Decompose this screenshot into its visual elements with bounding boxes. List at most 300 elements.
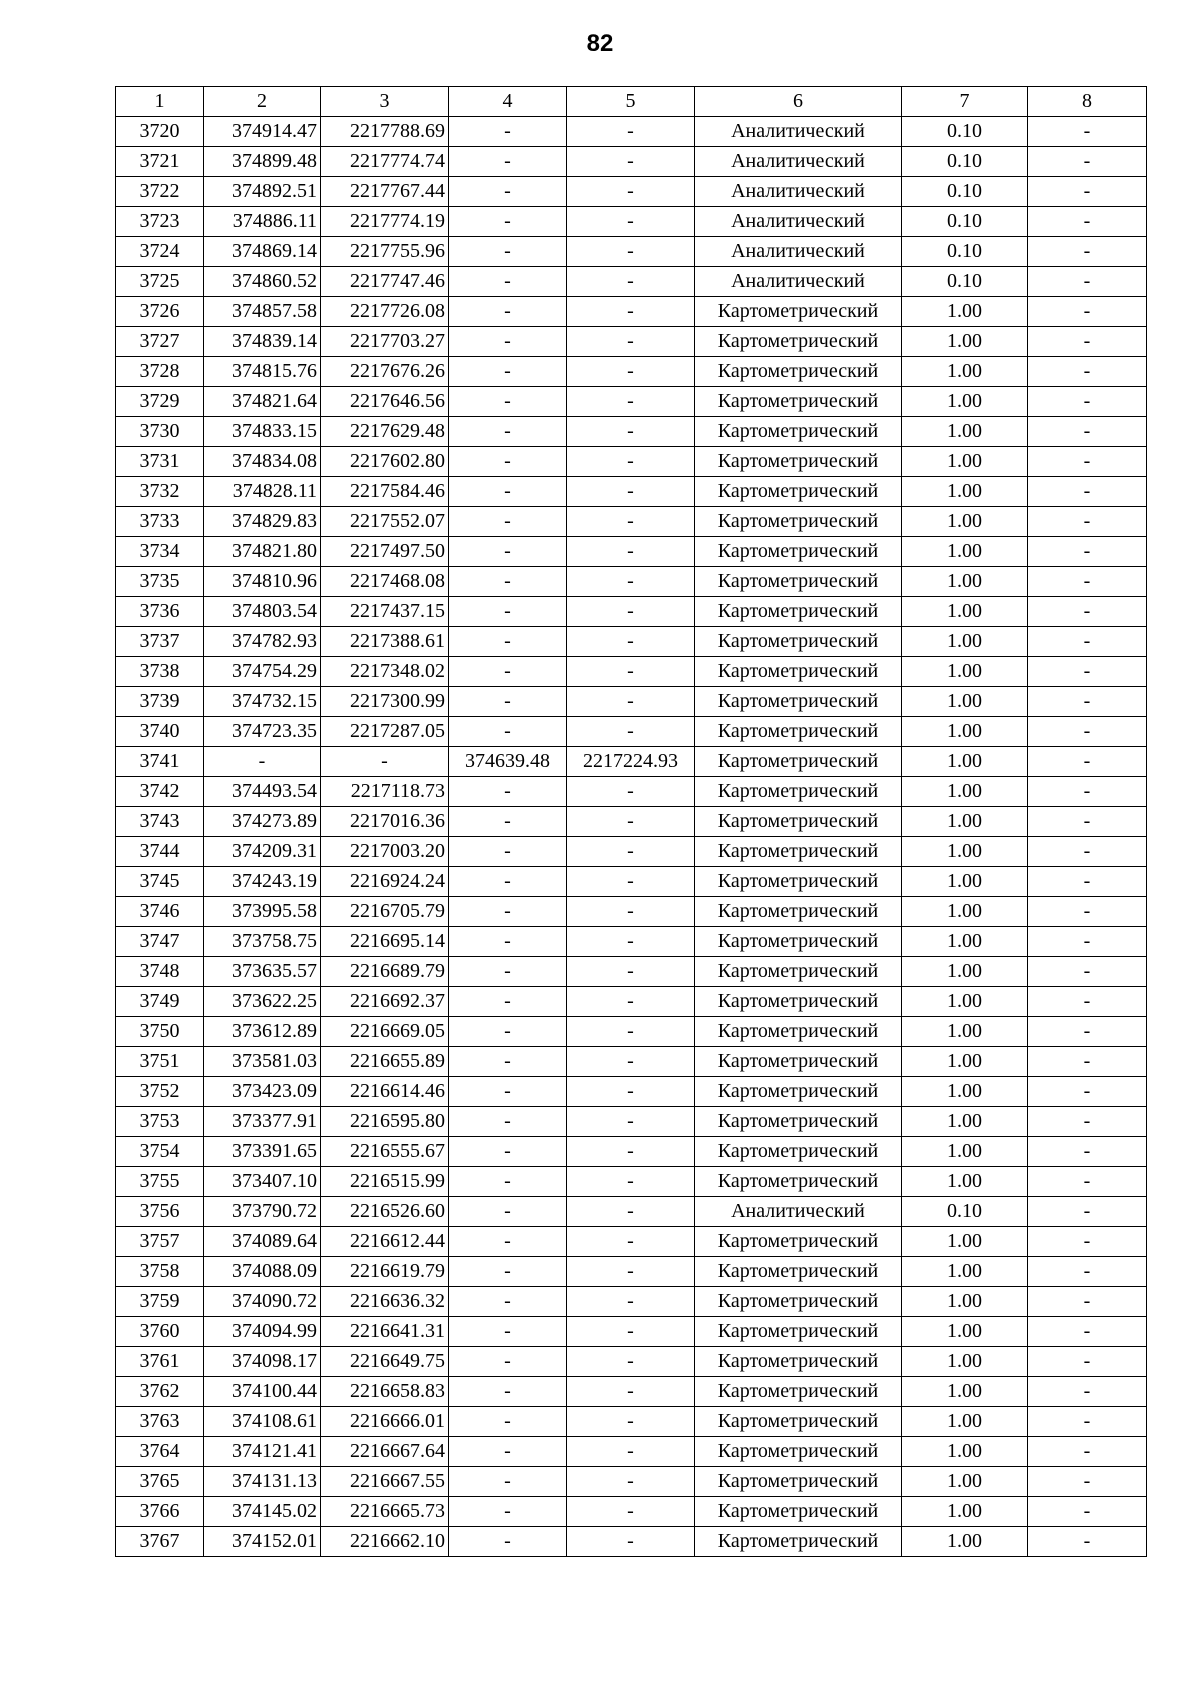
cell-x-coordinate: 373581.03 xyxy=(204,1047,321,1077)
cell-method: Картометрический xyxy=(695,1167,902,1197)
cell-method: Картометрический xyxy=(695,657,902,687)
cell-y-coordinate: 2217388.61 xyxy=(321,627,449,657)
cell-accuracy: 1.00 xyxy=(902,1137,1028,1167)
cell-method: Картометрический xyxy=(695,1497,902,1527)
table-row xyxy=(116,417,1147,447)
column-header: 1 xyxy=(116,87,204,117)
cell-method: Картометрический xyxy=(695,1467,902,1497)
cell-method: Картометрический xyxy=(695,957,902,987)
cell-y-coordinate: 2217602.80 xyxy=(321,447,449,477)
cell-point-number: 3732 xyxy=(116,477,204,507)
cell-point-number: 3731 xyxy=(116,447,204,477)
cell-point-number: 3745 xyxy=(116,867,204,897)
cell-y-coordinate: 2217348.02 xyxy=(321,657,449,687)
cell-point-number: 3758 xyxy=(116,1257,204,1287)
cell-accuracy: 1.00 xyxy=(902,1407,1028,1437)
column-header: 6 xyxy=(695,87,902,117)
cell-x-coordinate: 374869.14 xyxy=(204,237,321,267)
cell-method: Картометрический xyxy=(695,1077,902,1107)
cell-x-coordinate-alt: - xyxy=(449,207,567,237)
cell-note: - xyxy=(1028,987,1147,1017)
cell-x-coordinate: 374090.72 xyxy=(204,1287,321,1317)
cell-x-coordinate-alt: - xyxy=(449,297,567,327)
cell-point-number: 3751 xyxy=(116,1047,204,1077)
cell-accuracy: 1.00 xyxy=(902,1317,1028,1347)
cell-x-coordinate: 374803.54 xyxy=(204,597,321,627)
cell-y-coordinate-alt: - xyxy=(567,387,695,417)
cell-y-coordinate: 2216705.79 xyxy=(321,897,449,927)
cell-x-coordinate: 374088.09 xyxy=(204,1257,321,1287)
cell-y-coordinate-alt: - xyxy=(567,1257,695,1287)
table-header-row xyxy=(116,87,1147,117)
cell-method: Картометрический xyxy=(695,1137,902,1167)
cell-note: - xyxy=(1028,777,1147,807)
cell-method: Картометрический xyxy=(695,897,902,927)
cell-x-coordinate-alt: - xyxy=(449,1167,567,1197)
cell-y-coordinate-alt: - xyxy=(567,507,695,537)
cell-y-coordinate: 2216658.83 xyxy=(321,1377,449,1407)
cell-accuracy: 1.00 xyxy=(902,1017,1028,1047)
cell-note: - xyxy=(1028,1257,1147,1287)
cell-x-coordinate-alt: - xyxy=(449,237,567,267)
cell-x-coordinate-alt: - xyxy=(449,117,567,147)
cell-x-coordinate: 374243.19 xyxy=(204,867,321,897)
cell-note: - xyxy=(1028,387,1147,417)
cell-y-coordinate-alt: - xyxy=(567,1047,695,1077)
cell-y-coordinate: - xyxy=(321,747,449,777)
cell-y-coordinate: 2217774.74 xyxy=(321,147,449,177)
cell-y-coordinate-alt: - xyxy=(567,1347,695,1377)
cell-method: Картометрический xyxy=(695,807,902,837)
cell-x-coordinate-alt: - xyxy=(449,417,567,447)
table-row xyxy=(116,747,1147,777)
cell-x-coordinate: 374860.52 xyxy=(204,267,321,297)
cell-point-number: 3730 xyxy=(116,417,204,447)
cell-accuracy: 1.00 xyxy=(902,1287,1028,1317)
cell-accuracy: 1.00 xyxy=(902,777,1028,807)
cell-x-coordinate: 374821.64 xyxy=(204,387,321,417)
table-row xyxy=(116,1197,1147,1227)
cell-y-coordinate: 2217755.96 xyxy=(321,237,449,267)
cell-method: Картометрический xyxy=(695,1257,902,1287)
table-row xyxy=(116,1047,1147,1077)
cell-accuracy: 1.00 xyxy=(902,1047,1028,1077)
cell-x-coordinate: 374810.96 xyxy=(204,567,321,597)
cell-method: Картометрический xyxy=(695,627,902,657)
cell-x-coordinate-alt: - xyxy=(449,1377,567,1407)
cell-method: Картометрический xyxy=(695,1407,902,1437)
cell-y-coordinate: 2217703.27 xyxy=(321,327,449,357)
table-row xyxy=(116,957,1147,987)
cell-y-coordinate-alt: - xyxy=(567,447,695,477)
cell-note: - xyxy=(1028,1437,1147,1467)
cell-y-coordinate: 2216655.89 xyxy=(321,1047,449,1077)
cell-y-coordinate: 2217003.20 xyxy=(321,837,449,867)
cell-y-coordinate-alt: - xyxy=(567,237,695,267)
cell-method: Картометрический xyxy=(695,1017,902,1047)
cell-x-coordinate: 374782.93 xyxy=(204,627,321,657)
cell-accuracy: 1.00 xyxy=(902,1227,1028,1257)
cell-note: - xyxy=(1028,1317,1147,1347)
cell-x-coordinate-alt: - xyxy=(449,1527,567,1557)
cell-x-coordinate-alt: - xyxy=(449,1077,567,1107)
cell-accuracy: 1.00 xyxy=(902,1257,1028,1287)
cell-accuracy: 0.10 xyxy=(902,117,1028,147)
cell-note: - xyxy=(1028,837,1147,867)
column-header: 3 xyxy=(321,87,449,117)
cell-accuracy: 1.00 xyxy=(902,447,1028,477)
cell-note: - xyxy=(1028,1047,1147,1077)
cell-x-coordinate-alt: - xyxy=(449,837,567,867)
cell-accuracy: 1.00 xyxy=(902,297,1028,327)
cell-y-coordinate: 2217300.99 xyxy=(321,687,449,717)
cell-accuracy: 1.00 xyxy=(902,1107,1028,1137)
cell-note: - xyxy=(1028,1407,1147,1437)
cell-y-coordinate-alt: - xyxy=(567,1317,695,1347)
cell-x-coordinate: 373612.89 xyxy=(204,1017,321,1047)
table-row xyxy=(116,1527,1147,1557)
cell-y-coordinate-alt: - xyxy=(567,537,695,567)
cell-accuracy: 1.00 xyxy=(902,1077,1028,1107)
cell-method: Аналитический xyxy=(695,177,902,207)
coordinates-table xyxy=(115,86,1147,1557)
cell-y-coordinate-alt: - xyxy=(567,837,695,867)
cell-x-coordinate: 373622.25 xyxy=(204,987,321,1017)
cell-y-coordinate: 2216692.37 xyxy=(321,987,449,1017)
cell-x-coordinate-alt: - xyxy=(449,1317,567,1347)
cell-note: - xyxy=(1028,597,1147,627)
cell-point-number: 3746 xyxy=(116,897,204,927)
cell-accuracy: 1.00 xyxy=(902,1437,1028,1467)
cell-point-number: 3724 xyxy=(116,237,204,267)
column-header: 4 xyxy=(449,87,567,117)
table-row xyxy=(116,1377,1147,1407)
table-row xyxy=(116,297,1147,327)
cell-x-coordinate-alt: - xyxy=(449,1467,567,1497)
cell-accuracy: 1.00 xyxy=(902,897,1028,927)
cell-x-coordinate: 374108.61 xyxy=(204,1407,321,1437)
cell-point-number: 3756 xyxy=(116,1197,204,1227)
cell-note: - xyxy=(1028,117,1147,147)
column-header: 5 xyxy=(567,87,695,117)
cell-note: - xyxy=(1028,1227,1147,1257)
cell-x-coordinate: 373423.09 xyxy=(204,1077,321,1107)
cell-x-coordinate-alt: - xyxy=(449,1407,567,1437)
cell-y-coordinate: 2217676.26 xyxy=(321,357,449,387)
cell-note: - xyxy=(1028,267,1147,297)
cell-x-coordinate-alt: - xyxy=(449,327,567,357)
table-row xyxy=(116,597,1147,627)
cell-y-coordinate: 2216612.44 xyxy=(321,1227,449,1257)
cell-x-coordinate-alt: - xyxy=(449,507,567,537)
cell-point-number: 3734 xyxy=(116,537,204,567)
cell-method: Картометрический xyxy=(695,297,902,327)
cell-point-number: 3761 xyxy=(116,1347,204,1377)
cell-y-coordinate: 2216924.24 xyxy=(321,867,449,897)
cell-accuracy: 0.10 xyxy=(902,177,1028,207)
cell-y-coordinate-alt: - xyxy=(567,807,695,837)
cell-method: Картометрический xyxy=(695,477,902,507)
cell-note: - xyxy=(1028,807,1147,837)
cell-note: - xyxy=(1028,957,1147,987)
table-row xyxy=(116,1227,1147,1257)
cell-y-coordinate-alt: - xyxy=(567,897,695,927)
cell-point-number: 3742 xyxy=(116,777,204,807)
cell-x-coordinate: 374834.08 xyxy=(204,447,321,477)
table-row xyxy=(116,477,1147,507)
cell-x-coordinate: 374892.51 xyxy=(204,177,321,207)
cell-accuracy: 1.00 xyxy=(902,957,1028,987)
cell-x-coordinate-alt: - xyxy=(449,1137,567,1167)
cell-method: Картометрический xyxy=(695,1347,902,1377)
cell-x-coordinate-alt: - xyxy=(449,1107,567,1137)
table-row xyxy=(116,447,1147,477)
table-row xyxy=(116,1137,1147,1167)
cell-point-number: 3728 xyxy=(116,357,204,387)
table-row xyxy=(116,237,1147,267)
cell-point-number: 3735 xyxy=(116,567,204,597)
cell-accuracy: 1.00 xyxy=(902,1347,1028,1377)
cell-y-coordinate-alt: - xyxy=(567,147,695,177)
cell-x-coordinate-alt: - xyxy=(449,1047,567,1077)
cell-y-coordinate-alt: - xyxy=(567,417,695,447)
cell-x-coordinate-alt: - xyxy=(449,777,567,807)
cell-method: Картометрический xyxy=(695,597,902,627)
cell-method: Картометрический xyxy=(695,357,902,387)
cell-note: - xyxy=(1028,1197,1147,1227)
cell-accuracy: 1.00 xyxy=(902,657,1028,687)
cell-y-coordinate: 2217774.19 xyxy=(321,207,449,237)
cell-point-number: 3723 xyxy=(116,207,204,237)
table-row xyxy=(116,897,1147,927)
cell-y-coordinate-alt: - xyxy=(567,1287,695,1317)
cell-accuracy: 1.00 xyxy=(902,327,1028,357)
cell-y-coordinate-alt: - xyxy=(567,207,695,237)
cell-y-coordinate-alt: - xyxy=(567,1077,695,1107)
cell-y-coordinate-alt: - xyxy=(567,1107,695,1137)
cell-x-coordinate-alt: - xyxy=(449,477,567,507)
cell-x-coordinate: 373407.10 xyxy=(204,1167,321,1197)
cell-x-coordinate-alt: - xyxy=(449,807,567,837)
cell-point-number: 3722 xyxy=(116,177,204,207)
table-row xyxy=(116,627,1147,657)
cell-method: Картометрический xyxy=(695,1227,902,1257)
cell-y-coordinate: 2216641.31 xyxy=(321,1317,449,1347)
cell-x-coordinate-alt: 374639.48 xyxy=(449,747,567,777)
cell-x-coordinate-alt: - xyxy=(449,567,567,597)
table-row xyxy=(116,1257,1147,1287)
cell-point-number: 3720 xyxy=(116,117,204,147)
cell-method: Картометрический xyxy=(695,507,902,537)
cell-note: - xyxy=(1028,1377,1147,1407)
cell-x-coordinate-alt: - xyxy=(449,687,567,717)
cell-method: Картометрический xyxy=(695,387,902,417)
cell-y-coordinate: 2216649.75 xyxy=(321,1347,449,1377)
table-row xyxy=(116,1017,1147,1047)
cell-x-coordinate: 374914.47 xyxy=(204,117,321,147)
cell-accuracy: 0.10 xyxy=(902,267,1028,297)
cell-point-number: 3740 xyxy=(116,717,204,747)
cell-x-coordinate-alt: - xyxy=(449,597,567,627)
cell-note: - xyxy=(1028,687,1147,717)
cell-method: Картометрический xyxy=(695,1107,902,1137)
cell-y-coordinate-alt: - xyxy=(567,957,695,987)
table-body xyxy=(116,117,1147,1557)
cell-y-coordinate: 2217747.46 xyxy=(321,267,449,297)
cell-accuracy: 1.00 xyxy=(902,507,1028,537)
cell-y-coordinate-alt: 2217224.93 xyxy=(567,747,695,777)
cell-point-number: 3766 xyxy=(116,1497,204,1527)
cell-x-coordinate-alt: - xyxy=(449,1497,567,1527)
cell-x-coordinate-alt: - xyxy=(449,537,567,567)
cell-x-coordinate: 374493.54 xyxy=(204,777,321,807)
cell-x-coordinate-alt: - xyxy=(449,1437,567,1467)
column-header: 7 xyxy=(902,87,1028,117)
cell-y-coordinate-alt: - xyxy=(567,297,695,327)
cell-note: - xyxy=(1028,927,1147,957)
cell-point-number: 3753 xyxy=(116,1107,204,1137)
cell-y-coordinate: 2217016.36 xyxy=(321,807,449,837)
cell-point-number: 3767 xyxy=(116,1527,204,1557)
cell-x-coordinate: 374723.35 xyxy=(204,717,321,747)
cell-y-coordinate-alt: - xyxy=(567,687,695,717)
cell-x-coordinate: 374899.48 xyxy=(204,147,321,177)
table-row xyxy=(116,1407,1147,1437)
cell-note: - xyxy=(1028,1137,1147,1167)
cell-y-coordinate-alt: - xyxy=(567,1497,695,1527)
cell-method: Аналитический xyxy=(695,207,902,237)
cell-point-number: 3738 xyxy=(116,657,204,687)
cell-point-number: 3763 xyxy=(116,1407,204,1437)
cell-note: - xyxy=(1028,507,1147,537)
cell-y-coordinate: 2217726.08 xyxy=(321,297,449,327)
cell-method: Аналитический xyxy=(695,267,902,297)
cell-y-coordinate-alt: - xyxy=(567,1227,695,1257)
cell-note: - xyxy=(1028,897,1147,927)
cell-accuracy: 1.00 xyxy=(902,357,1028,387)
cell-x-coordinate: 374100.44 xyxy=(204,1377,321,1407)
cell-x-coordinate: 374209.31 xyxy=(204,837,321,867)
cell-note: - xyxy=(1028,657,1147,687)
table-row xyxy=(116,1497,1147,1527)
cell-y-coordinate-alt: - xyxy=(567,327,695,357)
cell-y-coordinate: 2217584.46 xyxy=(321,477,449,507)
cell-y-coordinate-alt: - xyxy=(567,1407,695,1437)
cell-note: - xyxy=(1028,357,1147,387)
cell-y-coordinate: 2216555.67 xyxy=(321,1137,449,1167)
table-row xyxy=(116,207,1147,237)
cell-x-coordinate: 374121.41 xyxy=(204,1437,321,1467)
cell-method: Картометрический xyxy=(695,447,902,477)
table-row xyxy=(116,777,1147,807)
cell-note: - xyxy=(1028,1467,1147,1497)
cell-x-coordinate-alt: - xyxy=(449,1257,567,1287)
cell-y-coordinate: 2216665.73 xyxy=(321,1497,449,1527)
table-row xyxy=(116,1347,1147,1377)
cell-x-coordinate: 373635.57 xyxy=(204,957,321,987)
cell-note: - xyxy=(1028,747,1147,777)
cell-point-number: 3765 xyxy=(116,1467,204,1497)
cell-point-number: 3757 xyxy=(116,1227,204,1257)
table-row xyxy=(116,1287,1147,1317)
cell-point-number: 3749 xyxy=(116,987,204,1017)
cell-x-coordinate: 374886.11 xyxy=(204,207,321,237)
cell-x-coordinate: 373391.65 xyxy=(204,1137,321,1167)
cell-method: Картометрический xyxy=(695,927,902,957)
cell-y-coordinate-alt: - xyxy=(567,1197,695,1227)
cell-point-number: 3739 xyxy=(116,687,204,717)
cell-y-coordinate: 2216614.46 xyxy=(321,1077,449,1107)
cell-method: Картометрический xyxy=(695,867,902,897)
cell-note: - xyxy=(1028,147,1147,177)
cell-y-coordinate-alt: - xyxy=(567,717,695,747)
cell-accuracy: 1.00 xyxy=(902,597,1028,627)
cell-y-coordinate: 2216515.99 xyxy=(321,1167,449,1197)
cell-y-coordinate-alt: - xyxy=(567,987,695,1017)
cell-point-number: 3762 xyxy=(116,1377,204,1407)
cell-point-number: 3727 xyxy=(116,327,204,357)
table-row xyxy=(116,1467,1147,1497)
cell-x-coordinate-alt: - xyxy=(449,867,567,897)
cell-point-number: 3733 xyxy=(116,507,204,537)
table-row xyxy=(116,1317,1147,1347)
cell-method: Картометрический xyxy=(695,717,902,747)
cell-x-coordinate: 373758.75 xyxy=(204,927,321,957)
cell-y-coordinate: 2216636.32 xyxy=(321,1287,449,1317)
cell-accuracy: 1.00 xyxy=(902,717,1028,747)
table-row xyxy=(116,1107,1147,1137)
cell-accuracy: 1.00 xyxy=(902,387,1028,417)
cell-y-coordinate: 2217118.73 xyxy=(321,777,449,807)
table-row xyxy=(116,687,1147,717)
cell-y-coordinate: 2216667.64 xyxy=(321,1437,449,1467)
cell-method: Аналитический xyxy=(695,237,902,267)
cell-y-coordinate: 2216662.10 xyxy=(321,1527,449,1557)
table-row xyxy=(116,1077,1147,1107)
cell-y-coordinate-alt: - xyxy=(567,117,695,147)
cell-point-number: 3764 xyxy=(116,1437,204,1467)
cell-accuracy: 1.00 xyxy=(902,627,1028,657)
cell-note: - xyxy=(1028,237,1147,267)
table-row xyxy=(116,537,1147,567)
column-header: 2 xyxy=(204,87,321,117)
cell-x-coordinate-alt: - xyxy=(449,1347,567,1377)
cell-method: Картометрический xyxy=(695,987,902,1017)
table-row xyxy=(116,357,1147,387)
table-row xyxy=(116,267,1147,297)
cell-y-coordinate-alt: - xyxy=(567,627,695,657)
table-row xyxy=(116,807,1147,837)
cell-note: - xyxy=(1028,1107,1147,1137)
cell-x-coordinate-alt: - xyxy=(449,627,567,657)
cell-x-coordinate-alt: - xyxy=(449,927,567,957)
table-row xyxy=(116,1437,1147,1467)
table-row xyxy=(116,657,1147,687)
cell-x-coordinate-alt: - xyxy=(449,447,567,477)
cell-accuracy: 1.00 xyxy=(902,1377,1028,1407)
cell-y-coordinate-alt: - xyxy=(567,1017,695,1047)
cell-x-coordinate-alt: - xyxy=(449,1227,567,1257)
cell-y-coordinate: 2216667.55 xyxy=(321,1467,449,1497)
cell-x-coordinate: 374098.17 xyxy=(204,1347,321,1377)
cell-x-coordinate-alt: - xyxy=(449,1287,567,1317)
cell-point-number: 3743 xyxy=(116,807,204,837)
cell-x-coordinate: 374094.99 xyxy=(204,1317,321,1347)
cell-point-number: 3747 xyxy=(116,927,204,957)
cell-y-coordinate-alt: - xyxy=(567,1467,695,1497)
cell-accuracy: 0.10 xyxy=(902,207,1028,237)
cell-accuracy: 1.00 xyxy=(902,837,1028,867)
